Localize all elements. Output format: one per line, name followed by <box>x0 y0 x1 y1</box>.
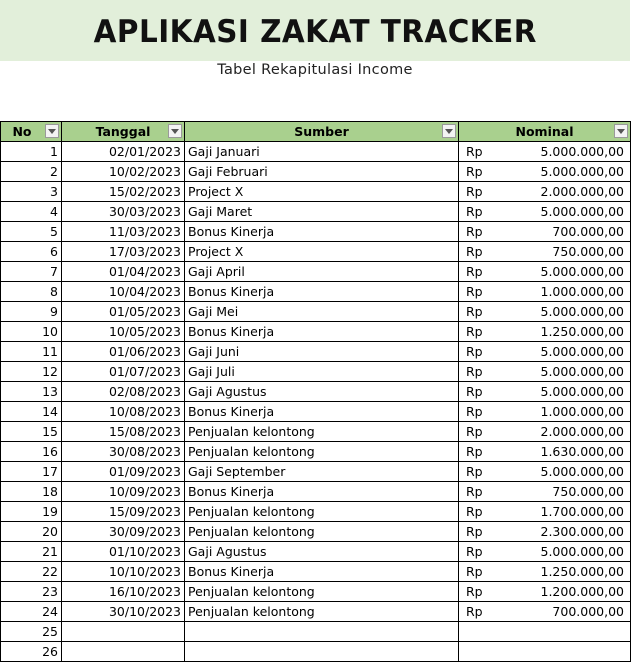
table-row <box>1 402 631 422</box>
table-row <box>1 622 631 642</box>
cell-nominal[interactable] <box>459 222 631 242</box>
cell-tanggal[interactable]: 02/01/2023 <box>62 142 185 162</box>
cell-tanggal[interactable]: 30/08/2023 <box>62 442 185 462</box>
cell-no[interactable]: 24 <box>1 602 62 622</box>
currency-symbol: Rp <box>466 144 483 159</box>
nominal-value: 5.000.000,00 <box>540 304 624 319</box>
cell-tanggal[interactable]: 15/09/2023 <box>62 502 185 522</box>
cell-nominal[interactable] <box>459 302 631 322</box>
cell-nominal[interactable] <box>459 622 631 642</box>
table-row <box>1 482 631 502</box>
cell-nominal[interactable] <box>459 362 631 382</box>
cell-no[interactable]: 16 <box>1 442 62 462</box>
cell-nominal[interactable] <box>459 582 631 602</box>
cell-nominal[interactable] <box>459 402 631 422</box>
cell-nominal[interactable] <box>459 422 631 442</box>
cell-sumber[interactable]: Gaji Juli <box>185 362 459 382</box>
currency-symbol: Rp <box>466 324 483 339</box>
cell-nominal[interactable] <box>459 242 631 262</box>
cell-sumber[interactable]: Gaji Juni <box>185 342 459 362</box>
nominal-value: 1.000.000,00 <box>540 284 624 299</box>
cell-tanggal[interactable]: 01/04/2023 <box>62 262 185 282</box>
cell-no[interactable]: 7 <box>1 262 62 282</box>
cell-nominal[interactable] <box>459 342 631 362</box>
table-row <box>1 362 631 382</box>
currency-symbol: Rp <box>466 564 483 579</box>
column-header-nominal <box>459 122 631 142</box>
cell-sumber[interactable]: Bonus Kinerja <box>185 282 459 302</box>
cell-no[interactable]: 12 <box>1 362 62 382</box>
nominal-value: 5.000.000,00 <box>540 264 624 279</box>
nominal-value: 2.300.000,00 <box>540 524 624 539</box>
cell-no[interactable]: 21 <box>1 542 62 562</box>
cell-no[interactable]: 11 <box>1 342 62 362</box>
currency-symbol: Rp <box>466 404 483 419</box>
cell-nominal[interactable] <box>459 202 631 222</box>
table-row <box>1 382 631 402</box>
cell-nominal[interactable] <box>459 562 631 582</box>
cell-nominal[interactable] <box>459 442 631 462</box>
cell-tanggal[interactable]: 02/08/2023 <box>62 382 185 402</box>
cell-sumber[interactable]: Bonus Kinerja <box>185 222 459 242</box>
table-row <box>1 342 631 362</box>
nominal-value: 1.700.000,00 <box>540 504 624 519</box>
cell-tanggal[interactable]: 10/04/2023 <box>62 282 185 302</box>
currency-symbol: Rp <box>466 244 483 259</box>
cell-nominal[interactable] <box>459 522 631 542</box>
nominal-value: 5.000.000,00 <box>540 464 624 479</box>
column-header-label: Nominal <box>515 124 574 139</box>
cell-no[interactable]: 13 <box>1 382 62 402</box>
title-banner <box>0 0 630 61</box>
currency-symbol: Rp <box>466 364 483 379</box>
table-row <box>1 302 631 322</box>
cell-tanggal[interactable]: 10/09/2023 <box>62 482 185 502</box>
currency-symbol: Rp <box>466 344 483 359</box>
cell-tanggal[interactable]: 10/08/2023 <box>62 402 185 422</box>
table-row <box>1 562 631 582</box>
cell-sumber[interactable]: Gaji Januari <box>185 142 459 162</box>
nominal-value: 2.000.000,00 <box>540 424 624 439</box>
nominal-value: 5.000.000,00 <box>540 204 624 219</box>
column-header-label: No <box>12 124 32 139</box>
cell-tanggal[interactable]: 10/02/2023 <box>62 162 185 182</box>
table-row <box>1 282 631 302</box>
cell-tanggal[interactable] <box>62 642 185 662</box>
currency-symbol: Rp <box>466 484 483 499</box>
cell-nominal[interactable] <box>459 142 631 162</box>
cell-nominal[interactable] <box>459 542 631 562</box>
nominal-value: 700.000,00 <box>552 224 624 239</box>
table-row <box>1 542 631 562</box>
cell-sumber[interactable]: Gaji April <box>185 262 459 282</box>
cell-no[interactable]: 17 <box>1 462 62 482</box>
table-row <box>1 242 631 262</box>
nominal-value: 750.000,00 <box>552 244 624 259</box>
cell-nominal[interactable] <box>459 462 631 482</box>
cell-no[interactable]: 1 <box>1 142 62 162</box>
cell-tanggal[interactable]: 01/07/2023 <box>62 362 185 382</box>
filter-dropdown-tanggal[interactable] <box>168 124 182 138</box>
cell-no[interactable]: 3 <box>1 182 62 202</box>
cell-sumber[interactable]: Penjualan kelontong <box>185 502 459 522</box>
cell-nominal[interactable] <box>459 602 631 622</box>
currency-symbol: Rp <box>466 164 483 179</box>
currency-symbol: Rp <box>466 204 483 219</box>
cell-tanggal[interactable] <box>62 622 185 642</box>
cell-tanggal[interactable]: 10/10/2023 <box>62 562 185 582</box>
cell-tanggal[interactable]: 01/09/2023 <box>62 462 185 482</box>
column-header-sumber <box>185 122 459 142</box>
currency-symbol: Rp <box>466 284 483 299</box>
cell-sumber[interactable]: Gaji September <box>185 462 459 482</box>
column-header-label: Tanggal <box>95 124 151 139</box>
cell-no[interactable]: 22 <box>1 562 62 582</box>
cell-sumber[interactable]: Project X <box>185 242 459 262</box>
cell-sumber[interactable] <box>185 642 459 662</box>
cell-nominal[interactable] <box>459 482 631 502</box>
currency-symbol: Rp <box>466 524 483 539</box>
cell-tanggal[interactable]: 10/05/2023 <box>62 322 185 342</box>
currency-symbol: Rp <box>466 224 483 239</box>
cell-sumber[interactable]: Gaji Maret <box>185 202 459 222</box>
nominal-value: 2.000.000,00 <box>540 184 624 199</box>
cell-no[interactable]: 23 <box>1 582 62 602</box>
nominal-value: 700.000,00 <box>552 604 624 619</box>
dropdown-arrow-icon <box>445 129 453 134</box>
cell-sumber[interactable]: Project X <box>185 182 459 202</box>
column-header-tanggal <box>62 122 185 142</box>
table-body <box>1 142 631 662</box>
cell-tanggal[interactable]: 15/08/2023 <box>62 422 185 442</box>
cell-no[interactable]: 19 <box>1 502 62 522</box>
table-row <box>1 322 631 342</box>
cell-nominal[interactable] <box>459 282 631 302</box>
cell-sumber[interactable]: Penjualan kelontong <box>185 602 459 622</box>
cell-sumber[interactable]: Bonus Kinerja <box>185 402 459 422</box>
cell-no[interactable]: 5 <box>1 222 62 242</box>
cell-sumber[interactable]: Bonus Kinerja <box>185 562 459 582</box>
cell-nominal[interactable] <box>459 162 631 182</box>
cell-sumber[interactable] <box>185 622 459 642</box>
nominal-value: 1.250.000,00 <box>540 564 624 579</box>
currency-symbol: Rp <box>466 544 483 559</box>
cell-no[interactable]: 26 <box>1 642 62 662</box>
cell-no[interactable]: 6 <box>1 242 62 262</box>
cell-tanggal[interactable]: 01/05/2023 <box>62 302 185 322</box>
cell-no[interactable]: 25 <box>1 622 62 642</box>
cell-tanggal[interactable]: 30/03/2023 <box>62 202 185 222</box>
nominal-value: 750.000,00 <box>552 484 624 499</box>
table-row <box>1 202 631 222</box>
cell-sumber[interactable]: Penjualan kelontong <box>185 422 459 442</box>
nominal-value: 1.250.000,00 <box>540 324 624 339</box>
table-row <box>1 582 631 602</box>
currency-symbol: Rp <box>466 464 483 479</box>
cell-sumber[interactable]: Gaji Mei <box>185 302 459 322</box>
currency-symbol: Rp <box>466 304 483 319</box>
cell-sumber[interactable]: Penjualan kelontong <box>185 522 459 542</box>
cell-no[interactable]: 10 <box>1 322 62 342</box>
cell-tanggal[interactable]: 01/06/2023 <box>62 342 185 362</box>
cell-sumber[interactable]: Penjualan kelontong <box>185 582 459 602</box>
dropdown-arrow-icon <box>617 129 625 134</box>
currency-symbol: Rp <box>466 384 483 399</box>
column-header-label: Sumber <box>294 124 349 139</box>
currency-symbol: Rp <box>466 264 483 279</box>
currency-symbol: Rp <box>466 504 483 519</box>
cell-tanggal[interactable]: 11/03/2023 <box>62 222 185 242</box>
cell-nominal[interactable] <box>459 182 631 202</box>
table-row <box>1 182 631 202</box>
cell-no[interactable]: 14 <box>1 402 62 422</box>
cell-no[interactable]: 18 <box>1 482 62 502</box>
currency-symbol: Rp <box>466 184 483 199</box>
filter-dropdown-nominal[interactable] <box>614 124 628 138</box>
table-row <box>1 602 631 622</box>
cell-no[interactable]: 2 <box>1 162 62 182</box>
currency-symbol: Rp <box>466 424 483 439</box>
nominal-value: 5.000.000,00 <box>540 164 624 179</box>
cell-nominal[interactable] <box>459 382 631 402</box>
nominal-value: 1.200.000,00 <box>540 584 624 599</box>
table-row <box>1 522 631 542</box>
table-row <box>1 462 631 482</box>
cell-sumber[interactable]: Gaji Agustus <box>185 542 459 562</box>
nominal-value: 1.000.000,00 <box>540 404 624 419</box>
column-header-no <box>1 122 62 142</box>
table-row <box>1 502 631 522</box>
cell-tanggal[interactable]: 30/10/2023 <box>62 602 185 622</box>
table-row <box>1 422 631 442</box>
cell-no[interactable]: 9 <box>1 302 62 322</box>
nominal-value: 5.000.000,00 <box>540 544 624 559</box>
cell-nominal[interactable] <box>459 502 631 522</box>
filter-dropdown-sumber[interactable] <box>442 124 456 138</box>
cell-sumber[interactable]: Penjualan kelontong <box>185 442 459 462</box>
cell-tanggal[interactable]: 17/03/2023 <box>62 242 185 262</box>
cell-sumber[interactable]: Gaji Agustus <box>185 382 459 402</box>
table-row <box>1 222 631 242</box>
table-row <box>1 442 631 462</box>
cell-no[interactable]: 15 <box>1 422 62 442</box>
cell-no[interactable]: 20 <box>1 522 62 542</box>
cell-nominal[interactable] <box>459 262 631 282</box>
dropdown-arrow-icon <box>48 129 56 134</box>
cell-no[interactable]: 4 <box>1 202 62 222</box>
cell-nominal[interactable] <box>459 322 631 342</box>
currency-symbol: Rp <box>466 584 483 599</box>
page-title: APLIKASI ZAKAT TRACKER <box>93 13 537 50</box>
nominal-value: 5.000.000,00 <box>540 364 624 379</box>
cell-tanggal[interactable]: 16/10/2023 <box>62 582 185 602</box>
nominal-value: 5.000.000,00 <box>540 144 624 159</box>
cell-sumber[interactable]: Bonus Kinerja <box>185 482 459 502</box>
nominal-value: 5.000.000,00 <box>540 384 624 399</box>
header-row <box>1 122 631 142</box>
nominal-value: 5.000.000,00 <box>540 344 624 359</box>
table-subtitle: Tabel Rekapitulasi Income <box>217 62 413 78</box>
filter-dropdown-no[interactable] <box>45 124 59 138</box>
nominal-value: 1.630.000,00 <box>540 444 624 459</box>
cell-tanggal[interactable]: 30/09/2023 <box>62 522 185 542</box>
table-row <box>1 642 631 662</box>
currency-symbol: Rp <box>466 444 483 459</box>
cell-nominal[interactable] <box>459 642 631 662</box>
table-row <box>1 262 631 282</box>
cell-no[interactable]: 8 <box>1 282 62 302</box>
table-row <box>1 142 631 162</box>
cell-sumber[interactable]: Bonus Kinerja <box>185 322 459 342</box>
cell-tanggal[interactable]: 01/10/2023 <box>62 542 185 562</box>
table-row <box>1 162 631 182</box>
dropdown-arrow-icon <box>171 129 179 134</box>
cell-sumber[interactable]: Gaji Februari <box>185 162 459 182</box>
income-table <box>0 121 631 662</box>
currency-symbol: Rp <box>466 604 483 619</box>
cell-tanggal[interactable]: 15/02/2023 <box>62 182 185 202</box>
